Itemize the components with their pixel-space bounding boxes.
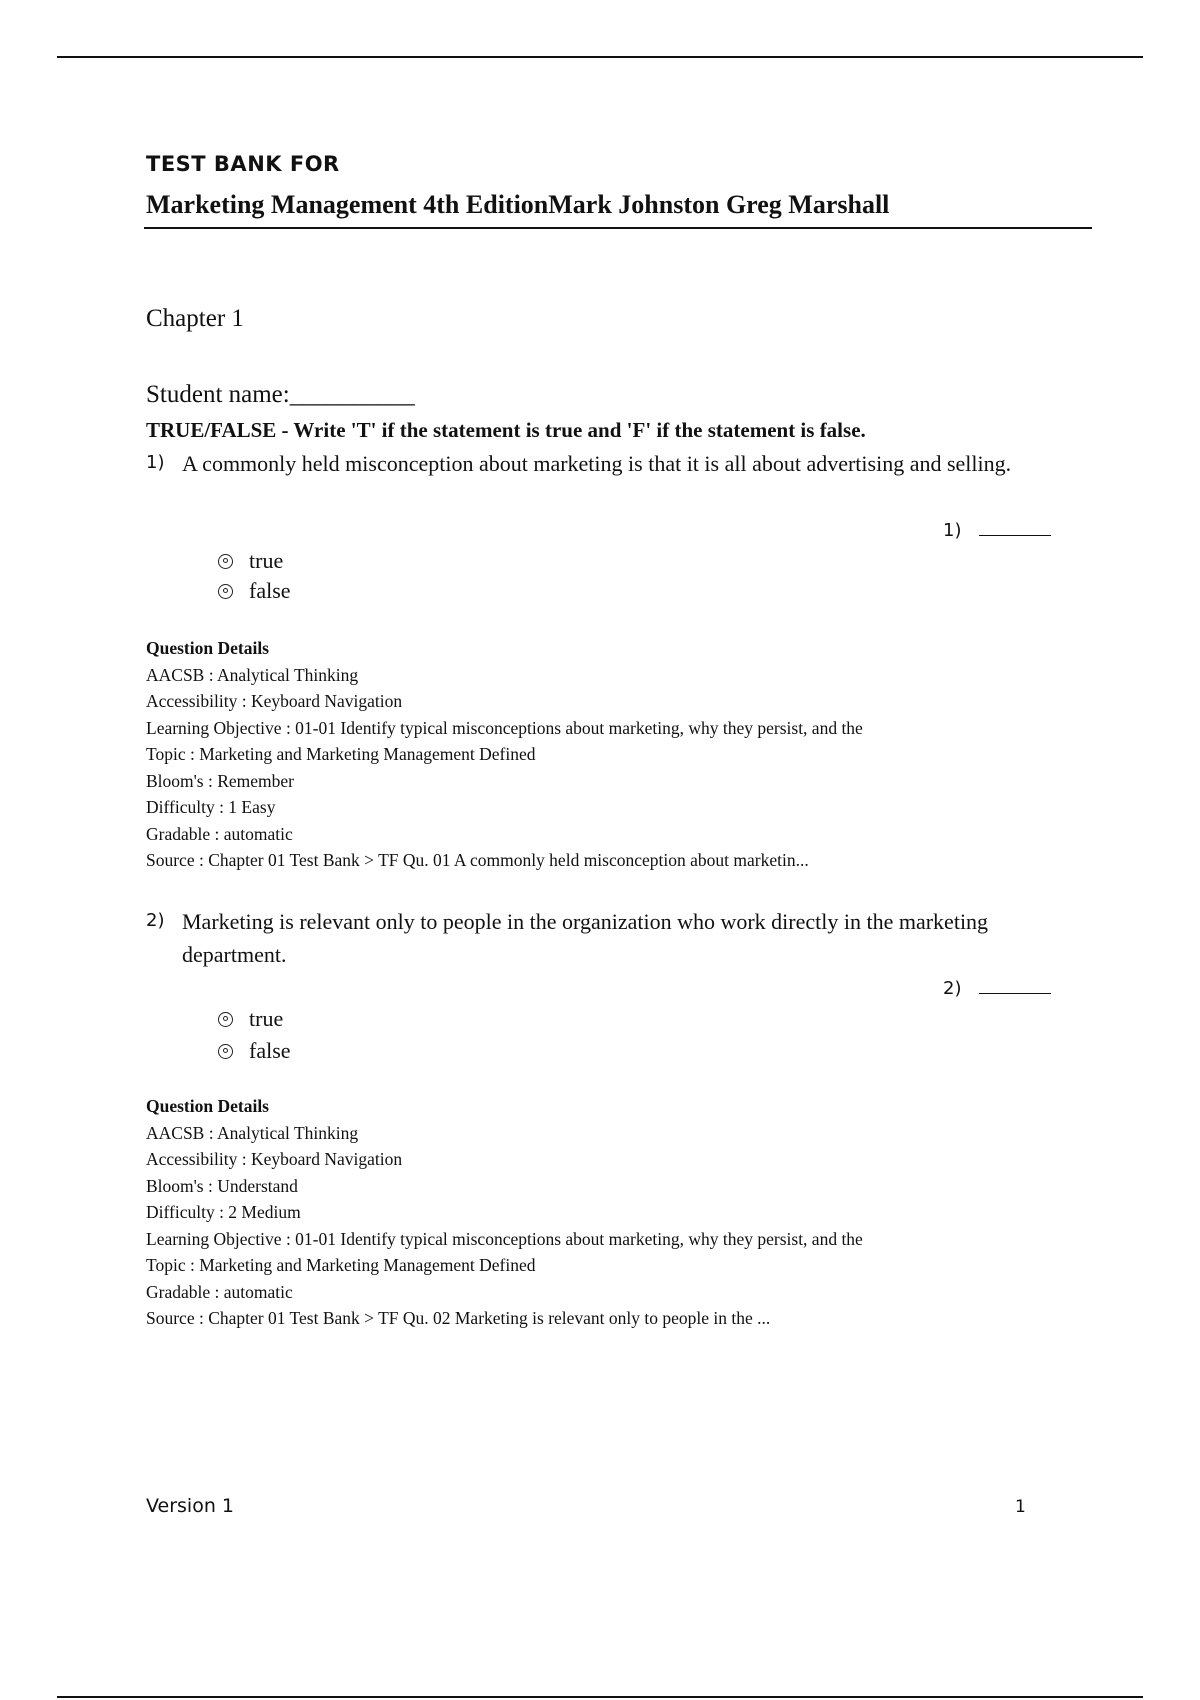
detail-line: Difficulty : 1 Easy — [146, 797, 276, 817]
detail-line: Topic : Marketing and Marketing Management Defined — [146, 744, 536, 764]
radio-icon[interactable] — [218, 554, 233, 569]
page-number: 1 — [1015, 1497, 1026, 1517]
option-label: true — [249, 548, 284, 573]
question-number: 2) — [146, 910, 165, 931]
radio-icon[interactable] — [218, 1044, 233, 1059]
detail-line: Gradable : automatic — [146, 1281, 293, 1302]
details-heading: Question Details — [146, 638, 269, 658]
top-rule — [57, 56, 1143, 58]
detail-line: Learning Objective : 01-01 Identify typical misconceptions about marketing, why they persist, and the — [146, 717, 863, 738]
option-label: false — [249, 1038, 291, 1063]
detail-line: Bloom's : Remember — [146, 770, 294, 791]
footer-version: Version 1 — [146, 1495, 234, 1517]
detail-line: Accessibility : Keyboard Navigation — [146, 691, 403, 711]
details-heading: Question Details — [146, 1096, 269, 1116]
detail-line: Gradable : automatic — [146, 823, 293, 844]
detail-line: Source : Chapter 01 Test Bank > TF Qu. 02 Marketing is relevant only to people in the ... — [146, 1308, 771, 1328]
option-false[interactable] — [218, 1038, 291, 1064]
question-text: Marketing is relevant only to people in the organization who work directly in the marketing department. — [182, 909, 989, 967]
detail-line: Topic : Marketing and Marketing Management Defined — [146, 1255, 536, 1275]
instructions: TRUE/FALSE - Write 'T' if the statement is true and 'F' if the statement is false. — [146, 418, 866, 442]
chapter-heading: Chapter 1 — [146, 305, 244, 332]
option-label: false — [249, 578, 291, 603]
bottom-rule — [57, 1696, 1143, 1698]
detail-line: Bloom's : Understand — [146, 1175, 298, 1196]
answer-blank-line[interactable] — [979, 523, 1051, 536]
document-title: Marketing Management 4th EditionMark Johnston Greg Marshall — [146, 190, 890, 219]
option-true[interactable] — [218, 1006, 283, 1032]
question-number: 1) — [146, 452, 165, 473]
option-label: true — [249, 1006, 284, 1031]
title-underline — [144, 227, 1092, 229]
radio-icon[interactable] — [218, 1012, 233, 1027]
answer-label: 1) — [943, 520, 962, 541]
detail-line: Accessibility : Keyboard Navigation — [146, 1149, 403, 1169]
detail-line: Difficulty : 2 Medium — [146, 1202, 301, 1222]
question-text: A commonly held misconception about marketing is that it is all about advertising and selling. — [182, 451, 1012, 476]
student-name-field: Student name:__________ — [146, 381, 415, 408]
detail-line: Source : Chapter 01 Test Bank > TF Qu. 01 A commonly held misconception about marketin... — [146, 850, 809, 870]
option-false[interactable] — [218, 578, 291, 604]
detail-line: AACSB : Analytical Thinking — [146, 1122, 359, 1143]
detail-line: Learning Objective : 01-01 Identify typical misconceptions about marketing, why they persist, and the — [146, 1228, 863, 1249]
radio-icon[interactable] — [218, 584, 233, 599]
option-true[interactable] — [218, 548, 283, 574]
question-details — [146, 1093, 863, 1332]
answer-label: 2) — [943, 978, 962, 999]
answer-blank-2[interactable] — [943, 978, 1051, 999]
header-kicker: TEST BANK FOR — [146, 152, 340, 176]
question-details — [146, 635, 863, 874]
detail-line: AACSB : Analytical Thinking — [146, 664, 359, 685]
answer-blank-line[interactable] — [979, 981, 1051, 994]
answer-blank-1[interactable] — [943, 520, 1051, 541]
